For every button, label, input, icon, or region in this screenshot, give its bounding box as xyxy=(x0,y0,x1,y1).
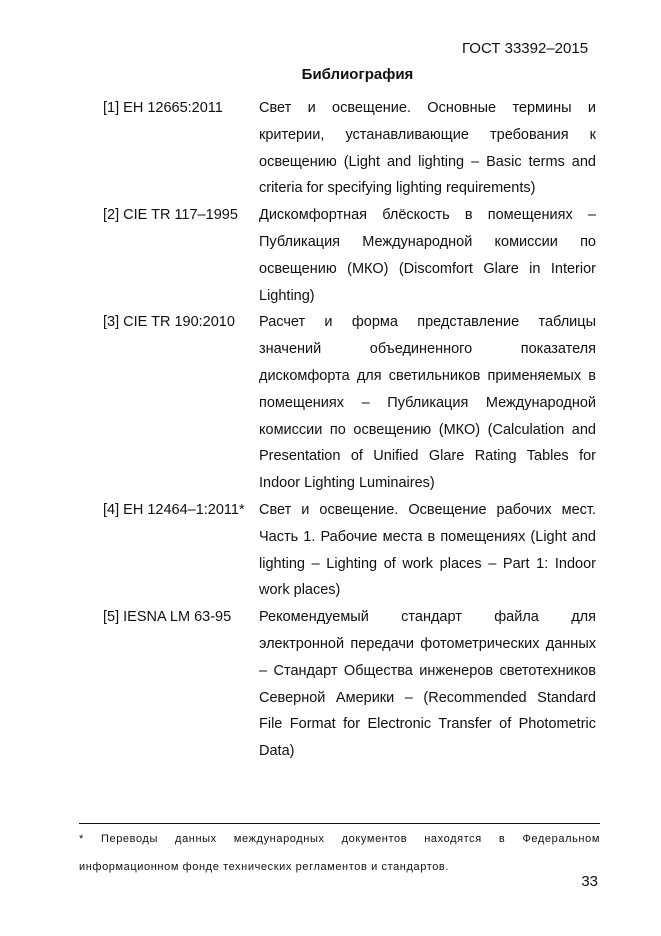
bibliography-list xyxy=(103,95,596,765)
document-code-header: ГОСТ 33392–2015 xyxy=(462,40,589,57)
reference-code: [1] ЕН 12665:2011 xyxy=(103,100,223,116)
footnote: * Переводы данных международных документов находятся в Федеральном информационном фонде технических регламентов и стандартов. xyxy=(79,833,600,873)
reference-text: Свет и освещение. Освещение рабочих мест. Часть 1. Рабочие места в помещениях (Light and lighting – Lighting of work places – Part 1: Indoor work places) xyxy=(259,501,596,599)
bibliography-entry xyxy=(103,95,596,202)
page-title: Библиография xyxy=(301,66,414,83)
reference-code: [2] CIE TR 117–1995 xyxy=(103,207,238,224)
reference-code: [3] CIE TR 190:2010 xyxy=(103,314,235,331)
bibliography-entry xyxy=(103,497,596,604)
reference-text: Расчет и форма представление таблицы значений объединенного показателя дискомфорта для светильников применяемых в помещениях – Публикация Международной комиссии по освещению (МКО) (Calculation and Presentation of Unified Glare Rating Tables for Indoor Lighting Luminaires) xyxy=(259,314,596,492)
page-number: 33 xyxy=(581,873,598,890)
reference-text: Свет и освещение. Основные термины и критерии, устанавливающие требования к освещению (Light and lighting – Basic terms and criteria for specifying lighting requirements) xyxy=(259,100,596,197)
reference-code: [4] ЕН 12464–1:2011* xyxy=(103,501,245,518)
bibliography-entry xyxy=(103,604,596,765)
reference-code: [5] IESNA LM 63-95 xyxy=(103,609,232,626)
bibliography-entry xyxy=(103,202,596,309)
bibliography-entry xyxy=(103,309,596,497)
reference-text: Дискомфортная блёскость в помещениях – Публикация Международной комиссии по освещению (МКО) (Discomfort Glare in Interior Lighting) xyxy=(259,207,596,304)
reference-text: Рекомендуемый стандарт файла для электронной передачи фотометрических данных – Стандарт Общества инженеров светотехников Северной Америки – (Recommended Standard File Format for Electronic Transfer of Photometric Data) xyxy=(259,609,596,760)
footnote-divider xyxy=(79,823,600,824)
